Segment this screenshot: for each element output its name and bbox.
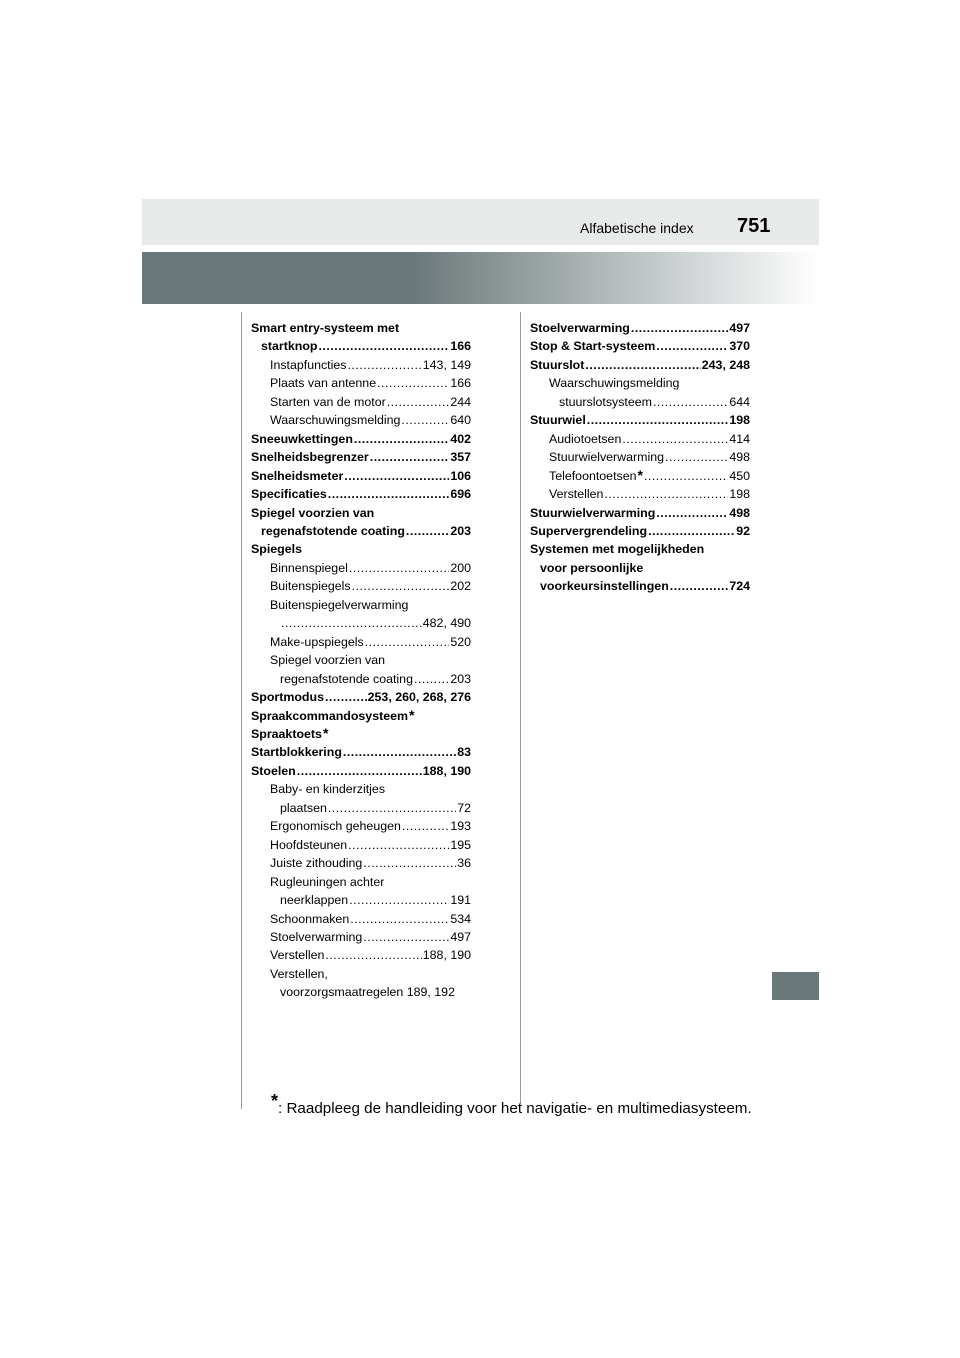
index-entry (251, 430, 471, 448)
dot-leader (343, 743, 456, 761)
dot-leader (665, 448, 728, 466)
dot-leader (402, 817, 449, 835)
index-entry (251, 467, 471, 485)
index-entry-term: Stop & Start-systeem (530, 339, 656, 354)
index-entry (251, 448, 471, 466)
index-entry (251, 356, 471, 374)
dot-leader (604, 485, 728, 503)
index-entry-term: Starten van de motor (270, 394, 386, 409)
index-entry (530, 485, 750, 503)
index-entry-page: 402 (450, 431, 471, 446)
index-entry: Telefoontoetsen * ..... 450 (530, 467, 750, 485)
index-entry (530, 522, 750, 540)
index-entry-page: 696 (450, 487, 471, 502)
index-entry-term: Stuurwielverwarming (530, 505, 656, 520)
dot-leader (328, 799, 456, 817)
index-entry-page: 243, 248 (701, 357, 750, 372)
dot-leader (354, 430, 449, 448)
index-entry-term: Buitenspiegels (270, 579, 351, 594)
index-entry-term: Stoelverwarming (530, 321, 630, 335)
index-entry (251, 688, 471, 706)
index-entry-term: Sneeuwkettingen (251, 431, 353, 446)
index-entry-term: Audiotoetsen (549, 431, 622, 446)
index-entry-term: startknop (261, 339, 318, 354)
index-entry-page: 203 (450, 523, 471, 538)
index-entry (530, 393, 750, 411)
index-entry (251, 946, 471, 964)
dot-leader (670, 577, 729, 595)
dot-leader (297, 762, 422, 780)
index-entry-page: 166 (450, 339, 471, 354)
index-entry-term: Smart entry-systeem met (251, 321, 400, 335)
index-entry (251, 762, 471, 780)
index-entry-term: regenafstotende coating (261, 523, 405, 538)
index-entry (530, 374, 750, 392)
index-entry (251, 799, 471, 817)
dot-leader (344, 467, 449, 485)
dot-leader (653, 393, 728, 411)
index-entry (251, 319, 471, 337)
index-entry-term: Systemen met mogelijkheden (530, 542, 705, 557)
middle-column-rule (520, 312, 521, 1104)
left-column-rule (241, 312, 242, 1109)
footnote-star: * (271, 1090, 279, 1111)
index-entry (251, 854, 471, 872)
index-entry (251, 393, 471, 411)
index-entry (251, 522, 471, 540)
index-entry-term: Ergonomisch geheugen (270, 819, 401, 834)
dot-leader (401, 411, 449, 429)
dot-leader (349, 559, 449, 577)
index-entry (251, 559, 471, 577)
dot-leader (656, 504, 728, 522)
header-band (142, 199, 819, 245)
index-entry (251, 504, 471, 522)
index-entry (530, 540, 750, 558)
dot-leader (281, 614, 422, 632)
index-entry-term: Startblokkering (251, 745, 342, 760)
dot-leader (370, 448, 450, 466)
index-entry-page: 534 (450, 911, 471, 926)
index-entry-term: Waarschuwingsmelding (549, 376, 680, 391)
index-entry-term: regenafstotende coating (280, 671, 413, 686)
index-entry (251, 743, 471, 761)
index-entry-term: Snelheidsbegrenzer (251, 450, 369, 465)
index-column-right (530, 319, 750, 596)
index-entry (530, 577, 750, 595)
index-entry (251, 596, 471, 614)
dot-leader (377, 374, 449, 392)
index-entry (251, 965, 471, 983)
index-entry (251, 411, 471, 429)
index-entry-term: Waarschuwingsmelding (270, 413, 401, 428)
index-entry-page: 520 (450, 634, 471, 649)
dot-leader (387, 393, 450, 411)
index-entry: Spraakcommandosysteem * (251, 707, 471, 725)
index-entry-page: 414 (729, 431, 750, 446)
section-title: Alfabetische index (580, 220, 694, 236)
index-entry-page: 357 (450, 450, 471, 465)
dot-leader (347, 356, 421, 374)
index-entry (530, 319, 750, 337)
footnote-text: : Raadpleeg de handleiding voor het navigatie- en multimediasysteem. (278, 1100, 752, 1117)
chapter-tab-marker (772, 972, 819, 1000)
index-entry (530, 430, 750, 448)
index-entry-page: 193 (450, 819, 471, 834)
footnote (270, 1090, 752, 1117)
dot-leader (318, 337, 449, 355)
index-entry (530, 504, 750, 522)
index-entry-term: Stuurwiel (530, 413, 586, 428)
index-entry-page: 198 (729, 487, 750, 502)
index-entry-page: 191 (450, 893, 471, 908)
index-entry-term: Verstellen (549, 487, 604, 502)
chapter-banner (142, 252, 819, 304)
dot-leader (644, 467, 728, 485)
dot-leader (350, 910, 449, 928)
dot-leader (585, 356, 700, 374)
index-entry (530, 356, 750, 374)
index-entry: Spraaktoets * (251, 725, 471, 743)
index-entry-page: 188, 190 (422, 763, 471, 778)
index-entry-page: 370 (729, 339, 750, 354)
index-entry-term: Hoofdsteunen (270, 837, 348, 852)
index-entry-term: Stuurwielverwarming (549, 450, 664, 465)
index-entry-page: 166 (450, 376, 471, 391)
index-entry-term: Specificaties (251, 487, 327, 502)
index-entry (251, 614, 471, 632)
index-entry (251, 485, 471, 503)
index-entry-term: plaatsen (280, 800, 327, 815)
index-entry-term: voorkeursinstellingen (540, 579, 669, 594)
index-entry-page: 644 (729, 394, 750, 409)
index-entry-term: Stoelverwarming (270, 929, 363, 944)
index-entry-page: 482, 490 (422, 616, 471, 631)
index-entry-page: 498 (729, 450, 750, 465)
index-entry-term: Sportmodus (251, 690, 324, 705)
index-entry (251, 651, 471, 669)
index-entry (530, 448, 750, 466)
dot-leader (325, 688, 367, 706)
index-entry (251, 891, 471, 909)
index-entry-term: Spraakcommandosysteem (251, 708, 409, 723)
index-entry-page: 498 (729, 505, 750, 520)
index-entry-term: Make-upspiegels (270, 634, 364, 649)
index-entry-page: 450 (729, 468, 750, 483)
index-entry-term: Spraaktoets (251, 726, 322, 741)
dot-leader (656, 337, 728, 355)
page-number: 751 (737, 215, 771, 237)
index-entry-term: voorzorgsmaatregelen 189, 192 (280, 985, 455, 1000)
index-entry-page: 497 (729, 321, 750, 335)
index-entry-term: neerklappen (280, 893, 349, 908)
index-entry (530, 411, 750, 429)
dot-leader (348, 836, 449, 854)
index-entry-term: Spiegel voorzien van (270, 653, 386, 668)
index-entry (251, 836, 471, 854)
index-entry-page: 253, 260, 268, 276 (367, 690, 471, 705)
index-entry-page: 92 (736, 523, 750, 538)
index-entry-page: 188, 190 (422, 948, 471, 963)
index-entry-term: Telefoontoetsen (549, 468, 637, 483)
index-entry-page: 724 (729, 579, 750, 594)
index-entry-page: 200 (450, 560, 471, 575)
index-entry-page: 106 (450, 468, 471, 483)
index-entry-page: 640 (450, 413, 471, 428)
index-entry-term: Juiste zithouding (270, 856, 363, 871)
index-entry (251, 540, 471, 558)
index-entry-page: 244 (450, 394, 471, 409)
index-entry (251, 928, 471, 946)
index-entry-page: 203 (450, 671, 471, 686)
dot-leader (648, 522, 735, 540)
index-entry-term: stuurslotsysteem (559, 394, 652, 409)
index-entry-term: Verstellen, (270, 966, 328, 981)
dot-leader (587, 411, 729, 429)
index-entry-page: 72 (457, 800, 471, 815)
index-entry (530, 337, 750, 355)
index-entry-term: Instapfuncties (270, 357, 347, 372)
index-entry-page: 83 (457, 745, 471, 760)
index-entry-page: 202 (450, 579, 471, 594)
index-entry-term: Snelheidsmeter (251, 468, 344, 483)
index-entry (251, 873, 471, 891)
dot-leader (363, 854, 456, 872)
index-entry-term: Plaats van antenne (270, 376, 377, 391)
dot-leader (352, 577, 450, 595)
dot-leader (328, 485, 450, 503)
dot-leader (365, 633, 450, 651)
index-entry-term: Spiegels (251, 542, 302, 557)
dot-leader (325, 946, 421, 964)
index-entry-term: Binnenspiegel (270, 560, 348, 575)
index-entry-term: Stuurslot (530, 357, 585, 372)
index-entry (251, 337, 471, 355)
index-entry-term: Supervergrendeling (530, 523, 648, 538)
index-entry (251, 983, 471, 1001)
index-entry-page: 143, 149 (422, 357, 471, 372)
index-entry (251, 910, 471, 928)
index-entry (251, 633, 471, 651)
index-entry-term: Schoonmaken (270, 911, 350, 926)
dot-leader (631, 319, 728, 337)
index-entry-term: Spiegel voorzien van (251, 505, 375, 520)
index-entry (251, 374, 471, 392)
index-entry-term: Buitenspiegelverwarming (270, 597, 409, 612)
index-entry (251, 780, 471, 798)
index-entry-page: 497 (450, 929, 471, 944)
index-entry-page: 36 (457, 856, 471, 871)
index-entry (251, 817, 471, 835)
dot-leader (363, 928, 449, 946)
index-entry (251, 670, 471, 688)
index-entry-term: Baby- en kinderzitjes (270, 782, 386, 797)
index-entry-term: Rugleuningen achter (270, 874, 385, 889)
dot-leader (406, 522, 449, 540)
index-entry-page: 195 (450, 837, 471, 852)
index-entry-term: Stoelen (251, 763, 296, 778)
index-entry (530, 559, 750, 577)
index-entry (251, 577, 471, 595)
dot-leader (414, 670, 449, 688)
index-entry-term: voor persoonlijke (540, 560, 644, 575)
dot-leader (622, 430, 728, 448)
index-entry-page: 198 (729, 413, 750, 428)
index-column-left (251, 319, 471, 1002)
dot-leader (349, 891, 449, 909)
index-entry-term: Verstellen (270, 948, 325, 963)
